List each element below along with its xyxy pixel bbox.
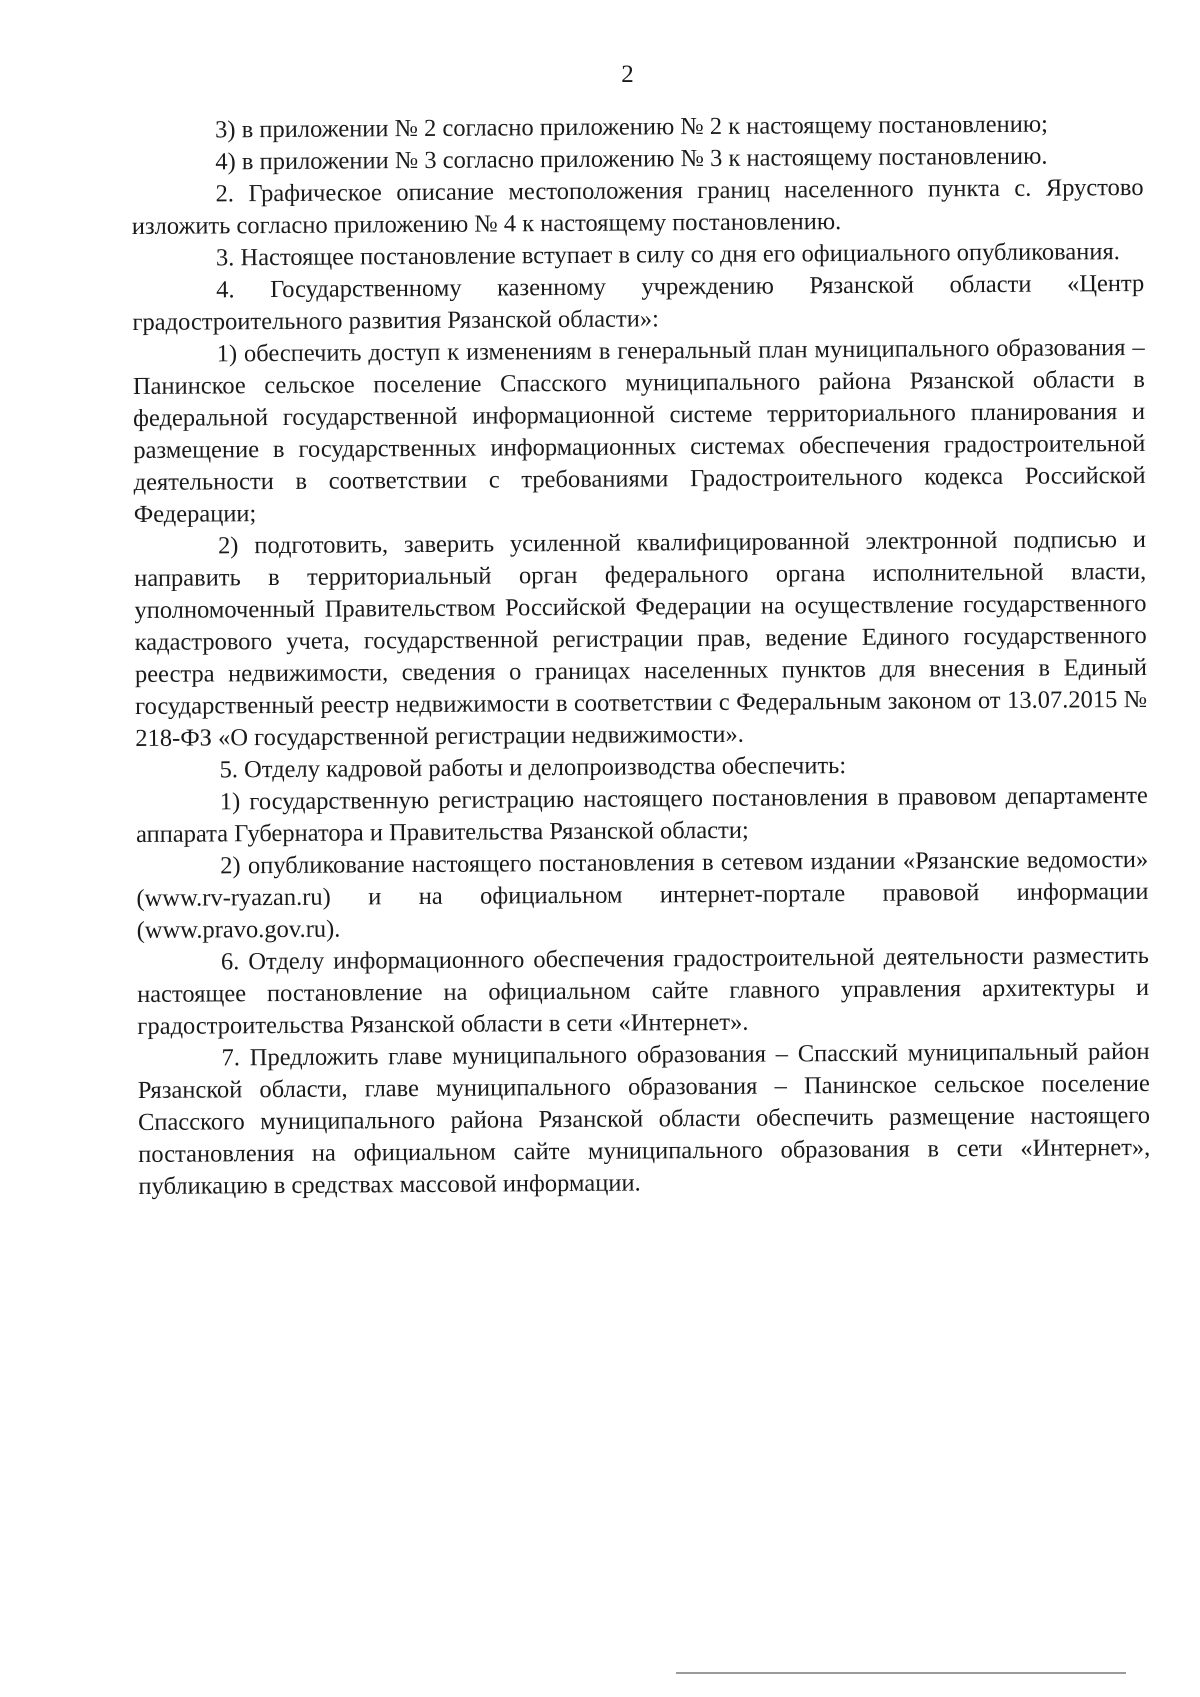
paragraph-item-5-2: 2) опубликование настоящего постановления в сетевом издании «Рязанские ведомости» (www.rv-ryazan.ru) и на официальном интернет-портале правовой информации (www.pravo.gov.ru).	[136, 845, 1149, 944]
paragraph-appendix-3: 4) в приложении № 3 согласно приложению № 3 к настоящему постановлению.	[215, 142, 1048, 176]
paragraph-item-7: 7. Предложить главе муниципального образования – Спасский муниципальный район Рязанской области, главе муниципального образования – Панинское сельское поселение Спасского муниципального района Рязанской области обеспечить размещение настоящего постановления на официальном сайте муниципального образования в сети «Интернет», публикацию в средствах массовой информации.	[137, 1037, 1151, 1200]
paragraph-item-4-1: 1) обеспечить доступ к изменениям в генеральный план муниципального образования – Панинское сельское поселение Спасского муниципального района Рязанской области в федеральной государственной информационной системе территориального планирования и размещение в государственных информационных системах обеспечения градостроительной деятельности в соответствии с требованиями Градостроительного кодекса Российской Федерации;	[132, 333, 1146, 528]
paragraph-item-4: 4. Государственному казенному учреждению Рязанской области «Центр градостроительного развития Рязанской области»:	[132, 269, 1145, 336]
paragraph-item-6: 6. Отделу информационного обеспечения градостроительной деятельности разместить настоящее постановление на официальном сайте главного управления архитектуры и градостроительства Рязанской области в сети «Интернет».	[137, 941, 1150, 1040]
paragraph-item-5: 5. Отделу кадровой работы и делопроизводства обеспечить:	[219, 752, 847, 784]
paragraph-item-2: 2. Графическое описание местоположения границ населенного пункта с. Ярустово изложить согласно приложению № 4 к настоящему постановлению.	[131, 173, 1144, 240]
document-body	[131, 108, 1151, 1203]
paragraph-item-4-2: 2) подготовить, заверить усиленной квалифицированной электронной подписью и направить в территориальный орган федерального органа исполнительной власти, уполномоченный Правительством Российской Федерации на осуществление государственного кадастрового учета, государственной регистрации прав, ведение Единого государственного реестра недвижимости, сведения о границах населенных пунктов для внесения в Единый государственный реестр недвижимости в соответствии с Федеральным законом от 13.07.2015 № 218-ФЗ «О государственной регистрации недвижимости».	[134, 525, 1148, 752]
footer-rule	[676, 1672, 1126, 1674]
page-number: 2	[621, 61, 634, 88]
paragraph-appendix-2: 3) в приложении № 2 согласно приложению № 2 к настоящему постановлению;	[215, 110, 1049, 144]
paragraph-item-5-1: 1) государственную регистрацию настоящего постановления в правовом департаменте аппарата Губернатора и Правительства Рязанской области;	[135, 781, 1148, 848]
paragraph-item-3: 3. Настоящее постановление вступает в силу со дня его официального опубликования.	[215, 238, 1120, 272]
